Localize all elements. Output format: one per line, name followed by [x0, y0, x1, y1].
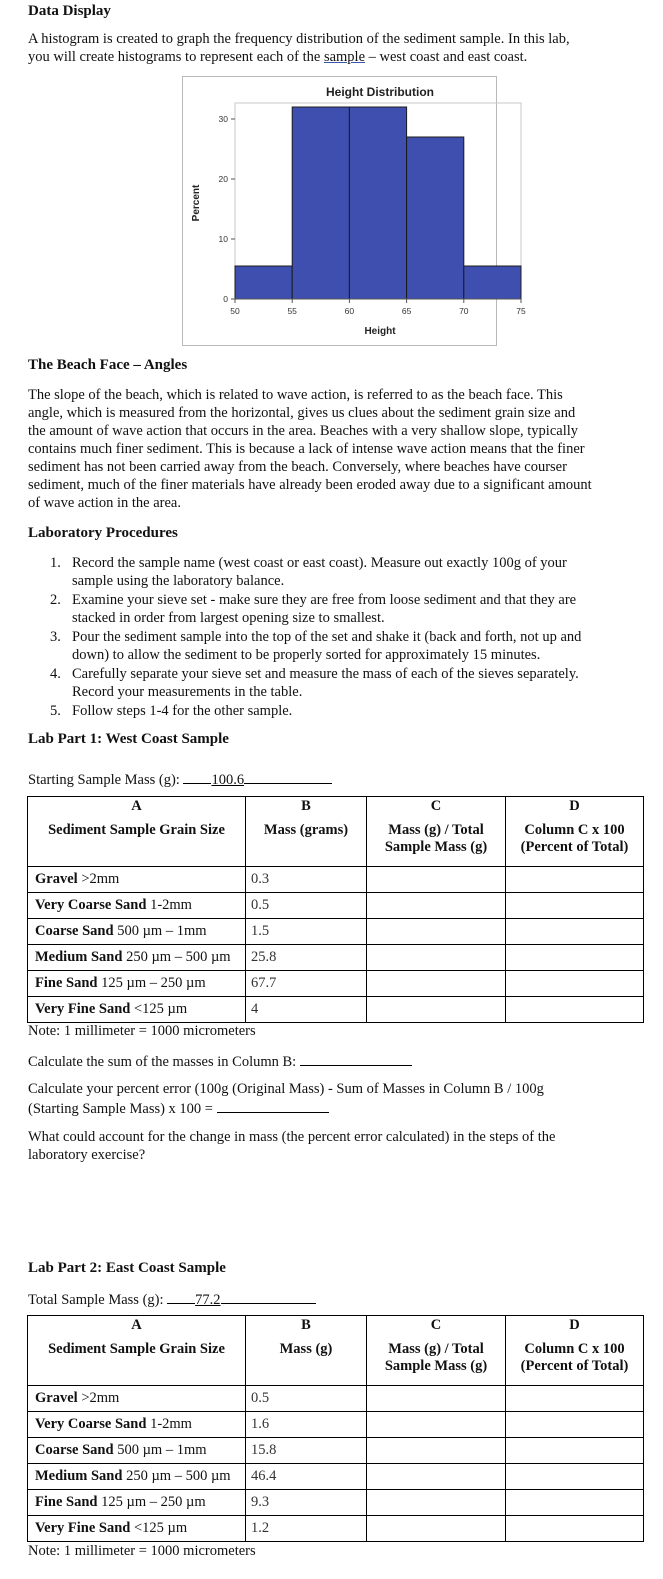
procedures-list-wrap	[28, 554, 648, 721]
procedure-step: 3. Pour the sediment sample into the top of the set and shake it (back and forth, not up and down) to allow the sediment to be properly sorted for approximately 15 minutes.	[50, 629, 582, 663]
procedure-step: 1. Record the sample name (west coast or east coast). Measure out exactly 100g of your sample using the laboratory balance.	[50, 555, 567, 589]
y-tick-label: 10	[218, 234, 228, 244]
beach-line: sediment has not been carried away from the beach. Conversely, where beaches have courser	[28, 459, 567, 475]
part2-c-cell[interactable]	[367, 1438, 506, 1464]
intro-line-1: A histogram is created to graph the frequency distribution of the sediment sample. In this lab,	[28, 31, 570, 47]
x-tick-label: 55	[287, 306, 297, 316]
part1-c-cell[interactable]	[367, 893, 506, 919]
part1-c-cell[interactable]	[367, 945, 506, 971]
part1-letter-row: A B C D	[28, 797, 644, 816]
part1-table	[27, 796, 644, 1023]
histogram-bar-3	[407, 137, 464, 299]
beach-line: The slope of the beach, which is related to wave action, is referred to as the beach face. This	[28, 387, 563, 403]
table-row: Gravel >2mm 0.3	[28, 867, 644, 893]
histogram-bar-4	[464, 266, 521, 299]
y-tick-label: 20	[218, 174, 228, 184]
part2-mass-line: Total Sample Mass (g): 77.2	[28, 1289, 316, 1309]
part1-d-cell[interactable]	[506, 867, 644, 893]
part1-header-row: Sediment Sample Grain Size Mass (grams) Mass (g) / Total Sample Mass (g) Column C x 100 (Percent of Total)	[28, 815, 644, 867]
part1-note: Note: 1 millimeter = 1000 micrometers	[28, 1023, 256, 1039]
table-row: Very Fine Sand <125 µm 1.2	[28, 1516, 644, 1542]
part2-heading: Lab Part 2: East Coast Sample	[28, 1260, 226, 1276]
part1-c-cell[interactable]	[367, 997, 506, 1023]
sum-blank[interactable]	[300, 1051, 412, 1066]
chart-title: Height Distribution	[326, 85, 434, 99]
histogram-svg	[183, 77, 526, 345]
part1-d-cell[interactable]	[506, 997, 644, 1023]
x-tick-label: 50	[230, 306, 240, 316]
part1-d-cell[interactable]	[506, 945, 644, 971]
percent-error-blank[interactable]	[217, 1098, 329, 1113]
histogram-bar-1	[292, 107, 349, 299]
part2-d-cell[interactable]	[506, 1438, 644, 1464]
part2-mass-value: 77.2	[195, 1292, 221, 1308]
sum-line: Calculate the sum of the masses in Column B:	[28, 1051, 412, 1071]
x-tick-label: 75	[516, 306, 526, 316]
part2-note: Note: 1 millimeter = 1000 micrometers	[28, 1543, 256, 1559]
table-row: Very Coarse Sand 1-2mm 1.6	[28, 1412, 644, 1438]
part1-mass-line: Starting Sample Mass (g): 100.6	[28, 769, 332, 789]
beach-face-heading: The Beach Face – Angles	[28, 357, 188, 373]
histogram-bar-0	[235, 266, 292, 299]
plot-group	[191, 85, 526, 337]
question-block: What could account for the change in mass (the percent error calculated) in the steps of the laboratory exercise?	[28, 1129, 556, 1163]
part1-d-cell[interactable]	[506, 919, 644, 945]
part2-letter-row: A B C D	[28, 1316, 644, 1335]
intro-line-2: you will create histograms to represent each of the sample – west coast and east coast.	[28, 49, 528, 65]
table-row: Gravel >2mm 0.5	[28, 1386, 644, 1412]
part2-table	[27, 1315, 644, 1542]
table-row: Medium Sand 250 µm – 500 µm 25.8	[28, 945, 644, 971]
part2-c-cell[interactable]	[367, 1464, 506, 1490]
y-tick-label: 0	[223, 294, 228, 304]
part2-d-cell[interactable]	[506, 1516, 644, 1542]
histogram-chart	[182, 76, 526, 346]
part2-d-cell[interactable]	[506, 1386, 644, 1412]
table-row: Coarse Sand 500 µm – 1mm 1.5	[28, 919, 644, 945]
table-row: Fine Sand 125 µm – 250 µm 67.7	[28, 971, 644, 997]
procedures-heading: Laboratory Procedures	[28, 525, 178, 541]
table-row: Coarse Sand 500 µm – 1mm 15.8	[28, 1438, 644, 1464]
part2-c-cell[interactable]	[367, 1386, 506, 1412]
procedure-step: 4. Carefully separate your sieve set and measure the mass of each of the sieves separately. Record your measurements in the table.	[50, 666, 579, 700]
part1-c-cell[interactable]	[367, 867, 506, 893]
part1-c-cell[interactable]	[367, 919, 506, 945]
part1-heading: Lab Part 1: West Coast Sample	[28, 731, 229, 747]
part2-d-cell[interactable]	[506, 1490, 644, 1516]
beach-line: the amount of wave action that occurs in the area. Beaches with a very shallow slope, typically	[28, 423, 579, 439]
part1-d-cell[interactable]	[506, 971, 644, 997]
table-row: Fine Sand 125 µm – 250 µm 9.3	[28, 1490, 644, 1516]
table-row: Very Fine Sand <125 µm 4	[28, 997, 644, 1023]
beach-line: sediment, much of the finer materials have already been eroded away due to a significant amount	[28, 477, 592, 493]
intro-paragraph	[28, 30, 648, 66]
beach-line: of wave action in the area.	[28, 495, 181, 511]
part2-d-cell[interactable]	[506, 1464, 644, 1490]
y-axis-label: Percent	[191, 184, 202, 222]
x-tick-label: 70	[459, 306, 469, 316]
part2-c-cell[interactable]	[367, 1412, 506, 1438]
part1-c-cell[interactable]	[367, 971, 506, 997]
data-display-heading: Data Display	[28, 3, 111, 19]
percent-error-block: Calculate your percent error (100g (Original Mass) - Sum of Masses in Column B / 100g (Starting Sample Mass) x 100 =	[28, 1081, 544, 1117]
sample-word: sample	[323, 49, 366, 65]
x-tick-label: 60	[344, 306, 355, 316]
part2-header-row: Sediment Sample Grain Size Mass (g) Mass (g) / Total Sample Mass (g) Column C x 100 (Percent of Total)	[28, 1334, 644, 1386]
part2-c-cell[interactable]	[367, 1516, 506, 1542]
table-row: Very Coarse Sand 1-2mm 0.5	[28, 893, 644, 919]
x-tick-label: 65	[401, 306, 412, 316]
beach-line: angle, which is measured from the horizontal, gives us clues about the sediment grain size and	[28, 405, 576, 421]
part1-d-cell[interactable]	[506, 893, 644, 919]
x-axis-label: Height	[364, 326, 396, 337]
histogram-bar-2	[349, 107, 406, 299]
procedure-step: 5. Follow steps 1-4 for the other sample.	[50, 703, 293, 719]
part1-mass-value: 100.6	[211, 772, 245, 788]
beach-line: contains much finer sediment. This is because a lack of intense wave action means that the finer	[28, 441, 585, 457]
procedures-list	[28, 554, 648, 720]
table-row: Medium Sand 250 µm – 500 µm 46.4	[28, 1464, 644, 1490]
y-tick-label: 30	[218, 114, 228, 124]
part2-c-cell[interactable]	[367, 1490, 506, 1516]
part2-d-cell[interactable]	[506, 1412, 644, 1438]
beach-face-paragraph	[28, 386, 648, 512]
procedure-step: 2. Examine your sieve set - make sure they are free from loose sediment and that they are stacked in order from largest opening size to smallest.	[50, 592, 577, 626]
